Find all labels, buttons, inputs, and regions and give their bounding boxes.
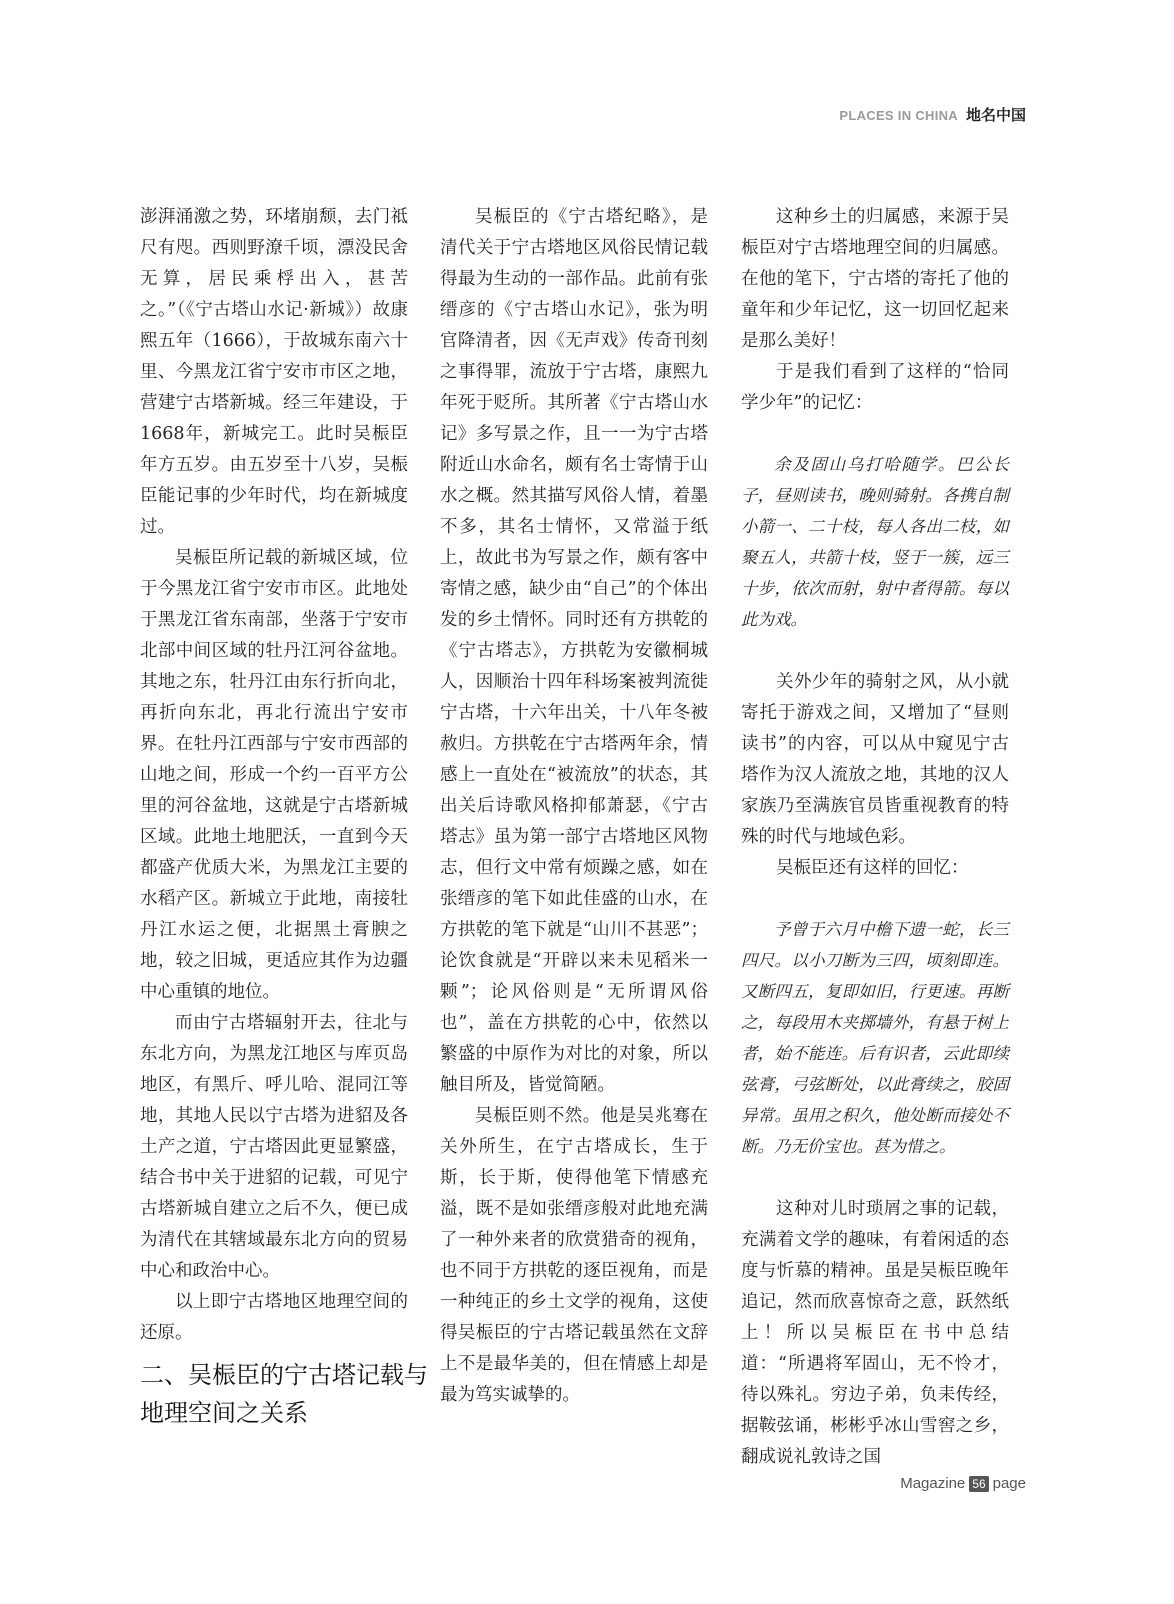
header-english: PLACES IN CHINA	[839, 108, 958, 123]
paragraph: 这种对儿时琐屑之事的记载，充满着文学的趣味，有着闲适的态度与忻慕的精神。虽是吴桭臣晚年追记，然而欣喜惊奇之意，跃然纸上！所以吴桭臣在书中总结道：“所遇将军固山，无不怜才，待以殊礼。穷边子弟，负耒传经，据鞍弦诵，彬彬乎冰山雪窖之乡，翻成说礼敦诗之国	[741, 1199, 1009, 1467]
paragraph: 澎湃涌激之势，环堵崩颓，去门祗尺有咫。西则野潦千顷，漂没民舍无算，居民乘桴出入，甚苦之。”（《宁古塔山水记·新城》）故康熙五年（1666），于故城东南六十里、今黑龙江省宁安市市区之地，营建宁古塔新城。经三年建设，于1668年，新城完工。此时吴桭臣年方五岁。由五岁至十八岁，吴桭臣能记事的少年时代，均在新城度过。	[140, 207, 408, 537]
column-2	[440, 202, 708, 1411]
paragraph: 吴桭臣的《宁古塔纪略》，是清代关于宁古塔地区风俗民情记载得最为生动的一部作品。此前有张缙彦的《宁古塔山水记》，张为明官降清者，因《无声戏》传奇刊刻之事得罪，流放于宁古塔，康熙九年死于贬所。其所著《宁古塔山水记》多写景之作，且一一为宁古塔附近山水命名，颇有名士寄情于山水之概。然其描写风俗人情，着墨不多，其名士情怀，又常溢于纸上，故此书为写景之作，颇有客中寄情之感，缺少由“自己”的个体出发的乡土情怀。同时还有方拱乾的《宁古塔志》，方拱乾为安徽桐城人，因顺治十四年科场案被判流徙宁古塔，十六年出关，十八年冬被赦归。方拱乾在宁古塔两年余，情感上一直处在“被流放”的状态，其出关后诗歌风格抑郁萧瑟，《宁古塔志》虽为第一部宁古塔地区风物志，但行文中常有烦躁之感，如在张缙彦的笔下如此佳盛的山水，在方拱乾的笔下就是“山川不甚恶”；论饮食就是“开辟以来未见稻米一颗”；论风俗则是“无所谓风俗也”，盖在方拱乾的心中，依然以繁盛的中原作为对比的对象，所以触目所及，皆觉简陋。	[440, 207, 708, 1095]
block-quote: 余及固山乌打哈随学。巴公长子，昼则读书，晚则骑射。各携自制小箭一、二十枝，每人各出二枝，如聚五人，共箭十枝，竖于一簇，远三十步，依次而射，射中者得箭。每以此为戏。	[741, 455, 1009, 629]
paragraph: 这种乡土的归属感，来源于吴桭臣对宁古塔地理空间的归属感。在他的笔下，宁古塔的寄托了他的童年和少年记忆，这一切回忆起来是那么美好！	[741, 207, 1009, 351]
paragraph: 关外少年的骑射之风，从小就寄托于游戏之间，又增加了“昼则读书”的内容，可以从中窥见宁古塔作为汉人流放之地，其地的汉人家族乃至满族官员皆重视教育的特殊的时代与地域色彩。	[741, 672, 1009, 847]
paragraph: 吴桭臣所记载的新城区域，位于今黑龙江省宁安市市区。此地处于黑龙江省东南部，坐落于宁安市北部中间区域的牡丹江河谷盆地。其地之东，牡丹江由东行折向北，再折向东北，再北行流出宁安市界。在牡丹江西部与宁安市西部的山地之间，形成一个约一百平方公里的河谷盆地，这就是宁古塔新城区域。此地土地肥沃，一直到今天都盛产优质大米，为黑龙江主要的水稻产区。新城立于此地，南接牡丹江水运之便，北据黑土膏腴之地，较之旧城，更适应其作为边疆中心重镇的地位。	[140, 548, 408, 1002]
paragraph: 以上即宁古塔地区地理空间的还原。	[140, 1292, 408, 1343]
header-chinese: 地名中国	[965, 106, 1026, 124]
section-heading: 二、吴桭臣的宁古塔记载与地理空间之关系	[140, 1361, 428, 1427]
block-quote: 予曾于六月中檐下遗一蛇，长三四尺。以小刀断为三四，顷刻即连。又断四五，复即如旧，行更速。再断之，每段用木夹掷墙外，有悬于树上者，始不能连。后有识者，云此即续弦膏，弓弦断处，以此膏续之，胶固异常。虽用之积久，他处断而接处不断。乃无价宝也。甚为惜之。	[741, 920, 1009, 1156]
footer-magazine: Magazine	[900, 1475, 966, 1492]
page-number: 56	[969, 1476, 988, 1492]
running-header	[839, 104, 1026, 125]
paragraph: 吴桭臣还有这样的回忆：	[776, 858, 969, 878]
paragraph: 于是我们看到了这样的“恰同学少年”的记忆：	[741, 362, 1009, 413]
column-1	[140, 202, 408, 1349]
page-footer	[900, 1475, 1026, 1492]
paragraph: 吴桭臣则不然。他是吴兆骞在关外所生，在宁古塔成长，生于斯，长于斯，使得他笔下情感充溢，既不是如张缙彦般对此地充满了一种外来者的欣赏猎奇的视角，也不同于方拱乾的逐臣视角，而是一种纯正的乡土文学的视角，这使得吴桭臣的宁古塔记载虽然在文辞上不是最华美的，但在情感上却是最为笃实诚挚的。	[440, 1106, 708, 1405]
paragraph: 而由宁古塔辐射开去，往北与东北方向，为黑龙江地区与库页岛地区，有黑斤、呼儿哈、混同江等地，其地人民以宁古塔为进貂及各土产之道，宁古塔因此更显繁盛，结合书中关于进貂的记载，可见宁古塔新城自建立之后不久，便已成为清代在其辖域最东北方向的贸易中心和政治中心。	[140, 1013, 408, 1281]
footer-page: page	[992, 1475, 1026, 1492]
column-3	[741, 202, 1009, 1473]
